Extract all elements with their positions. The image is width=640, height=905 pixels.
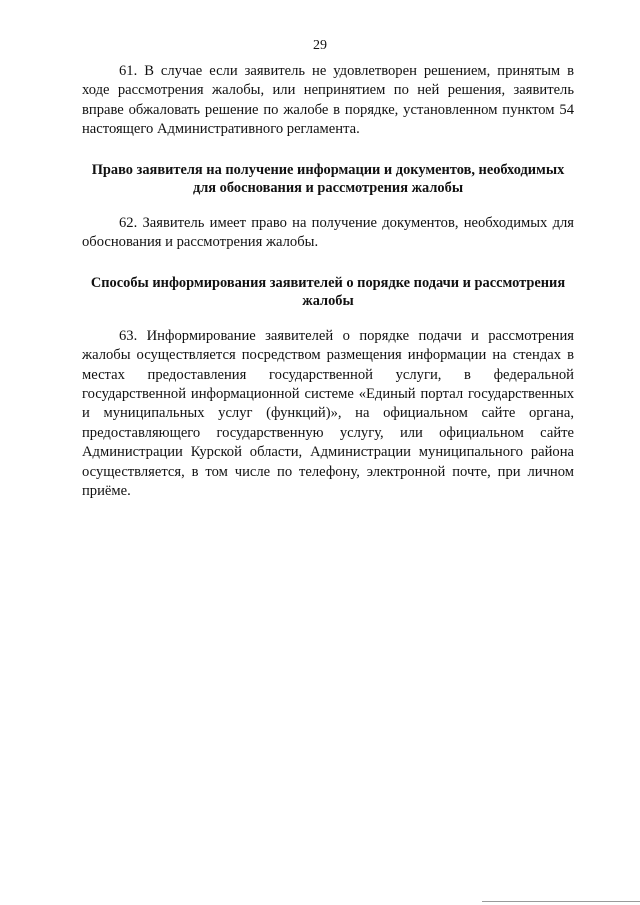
paragraph-62: 62. Заявитель имеет право на получение документов, необходимых для обоснования и рассмотрения жалобы.	[82, 214, 574, 251]
section-heading-informing-methods: Способы информирования заявителей о порядке подачи и рассмотрения жалобы	[90, 274, 566, 310]
paragraph-61: 61. В случае если заявитель не удовлетворен решением, принятым в ходе рассмотрения жалобы, или непринятием по ней решения, заявитель вправе обжаловать решение по жалобе в порядке, установленном пунктом 54 настоящего Административного регламента.	[82, 63, 574, 138]
bottom-edge-line	[482, 901, 640, 902]
page-number: 29	[313, 38, 327, 53]
page-content	[82, 62, 574, 501]
paragraph-63: 63. Информирование заявителей о порядке подачи и рассмотрения жалобы осуществляется посредством размещения информации на стендах в местах предоставления государственной услуги, в федеральной государственной информационной системе «Единый портал государственных и муниципальных услуг (функций)», на официальном сайте органа, предоставляющего государственную услугу, или официальном сайте Администрации Курской области, Администрации муниципального района осуществляется, в том числе по телефону, электронной почте, при личном приёме.	[82, 327, 574, 500]
section-heading-right-to-information: Право заявителя на получение информации и документов, необходимых для обоснования и рассмотрения жалобы	[91, 161, 565, 197]
